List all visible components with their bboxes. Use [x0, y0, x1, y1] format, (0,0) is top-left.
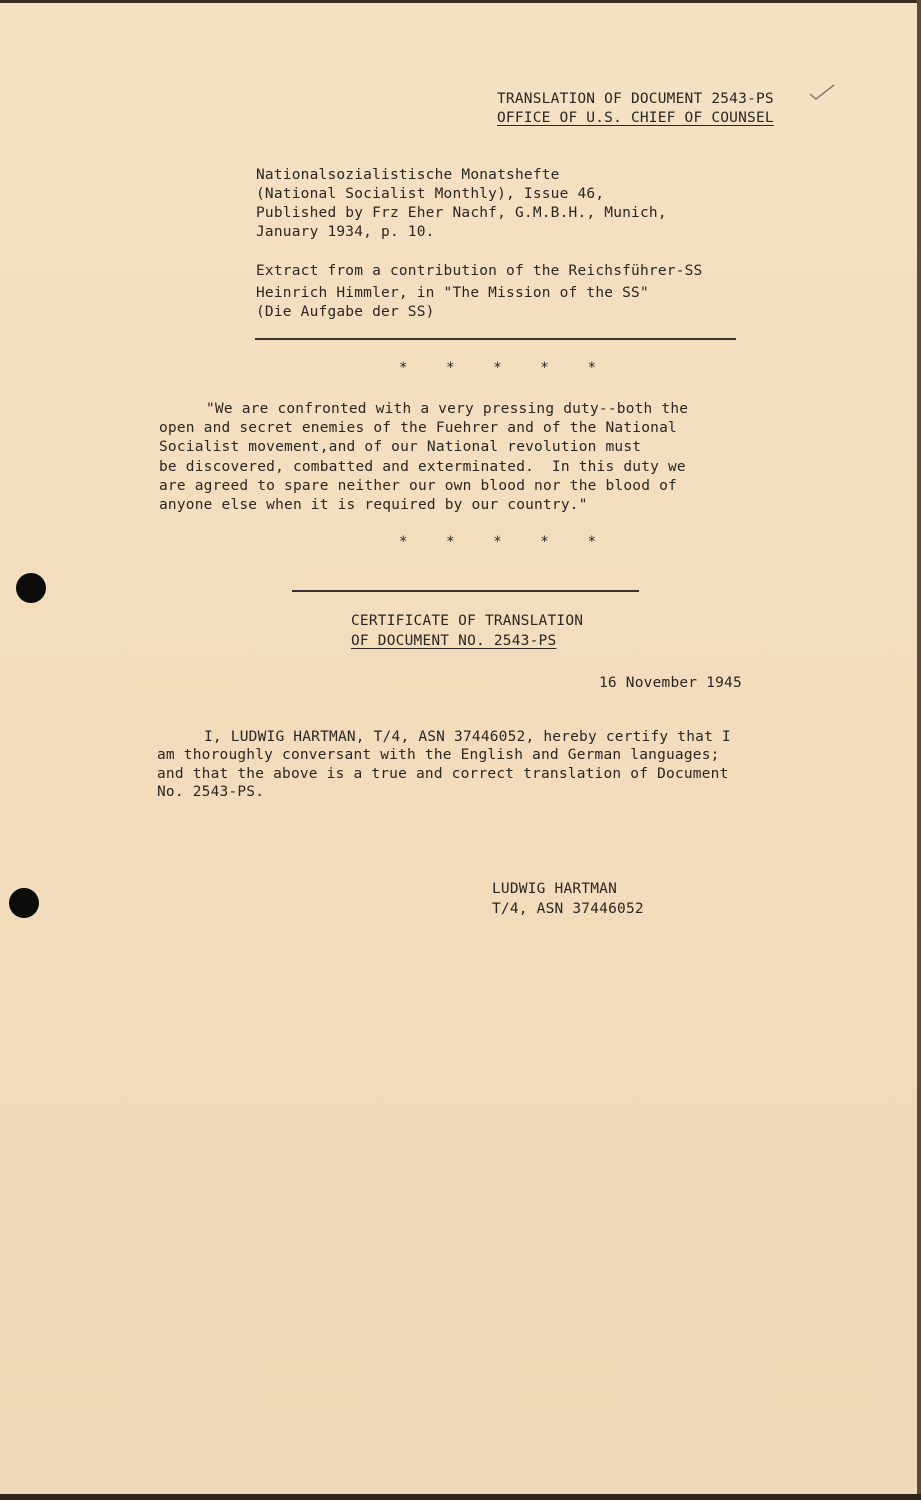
quote-line-6: anyone else when it is required by our country."	[159, 497, 588, 513]
extract-line-3: (Die Aufgabe der SS)	[256, 304, 435, 320]
extract-line-2: Heinrich Himmler, in "The Mission of the SS"	[256, 285, 649, 301]
certificate-body-line-2: am thoroughly conversant with the English and German languages;	[157, 747, 720, 763]
certificate-body-line-3: and that the above is a true and correct translation of Document	[157, 766, 729, 782]
quote-line-1: "We are confronted with a very pressing duty--both the	[206, 401, 689, 417]
signature-name: LUDWIG HARTMAN	[492, 881, 618, 897]
header-title: TRANSLATION OF DOCUMENT 2543-PS	[497, 91, 774, 107]
quote-line-5: are agreed to spare neither our own blood nor the blood of	[159, 478, 677, 494]
quote-line-2: open and secret enemies of the Fuehrer and of the National	[159, 420, 677, 436]
signature-rank: T/4, ASN 37446052	[492, 901, 644, 917]
certificate-document-no: OF DOCUMENT NO. 2543-PS	[351, 633, 557, 649]
source-line-3: Published by Frz Eher Nachf, G.M.B.H., Munich,	[256, 205, 667, 221]
punch-hole-lower	[9, 888, 39, 918]
certificate-title: CERTIFICATE OF TRANSLATION	[351, 613, 584, 629]
certificate-body-line-4: No. 2543-PS.	[157, 784, 265, 800]
certificate-date: 16 November 1945	[599, 675, 742, 691]
source-line-2: (National Socialist Monthly), Issue 46,	[256, 186, 605, 202]
certificate-rule	[292, 590, 639, 592]
quote-line-4: be discovered, combatted and exterminated. In this duty we	[159, 459, 686, 475]
quote-line-3: Socialist movement,and of our National revolution must	[159, 439, 642, 455]
separator-top: * * * * *	[399, 360, 598, 376]
page-edge-top	[0, 0, 921, 3]
checkmark-icon	[808, 82, 836, 102]
page-edge-right	[917, 0, 921, 1500]
source-line-1: Nationalsozialistische Monatshefte	[256, 167, 560, 183]
source-line-4: January 1934, p. 10.	[256, 224, 435, 240]
separator-bottom: * * * * *	[399, 534, 598, 550]
page-edge-bottom	[0, 1494, 921, 1500]
punch-hole-upper	[16, 573, 46, 603]
header-office: OFFICE OF U.S. CHIEF OF COUNSEL	[497, 110, 774, 126]
certificate-body-line-1: I, LUDWIG HARTMAN, T/4, ASN 37446052, hereby certify that I	[204, 729, 731, 745]
extract-line-1: Extract from a contribution of the Reichsführer-SS	[256, 263, 703, 279]
section-rule	[255, 338, 736, 340]
